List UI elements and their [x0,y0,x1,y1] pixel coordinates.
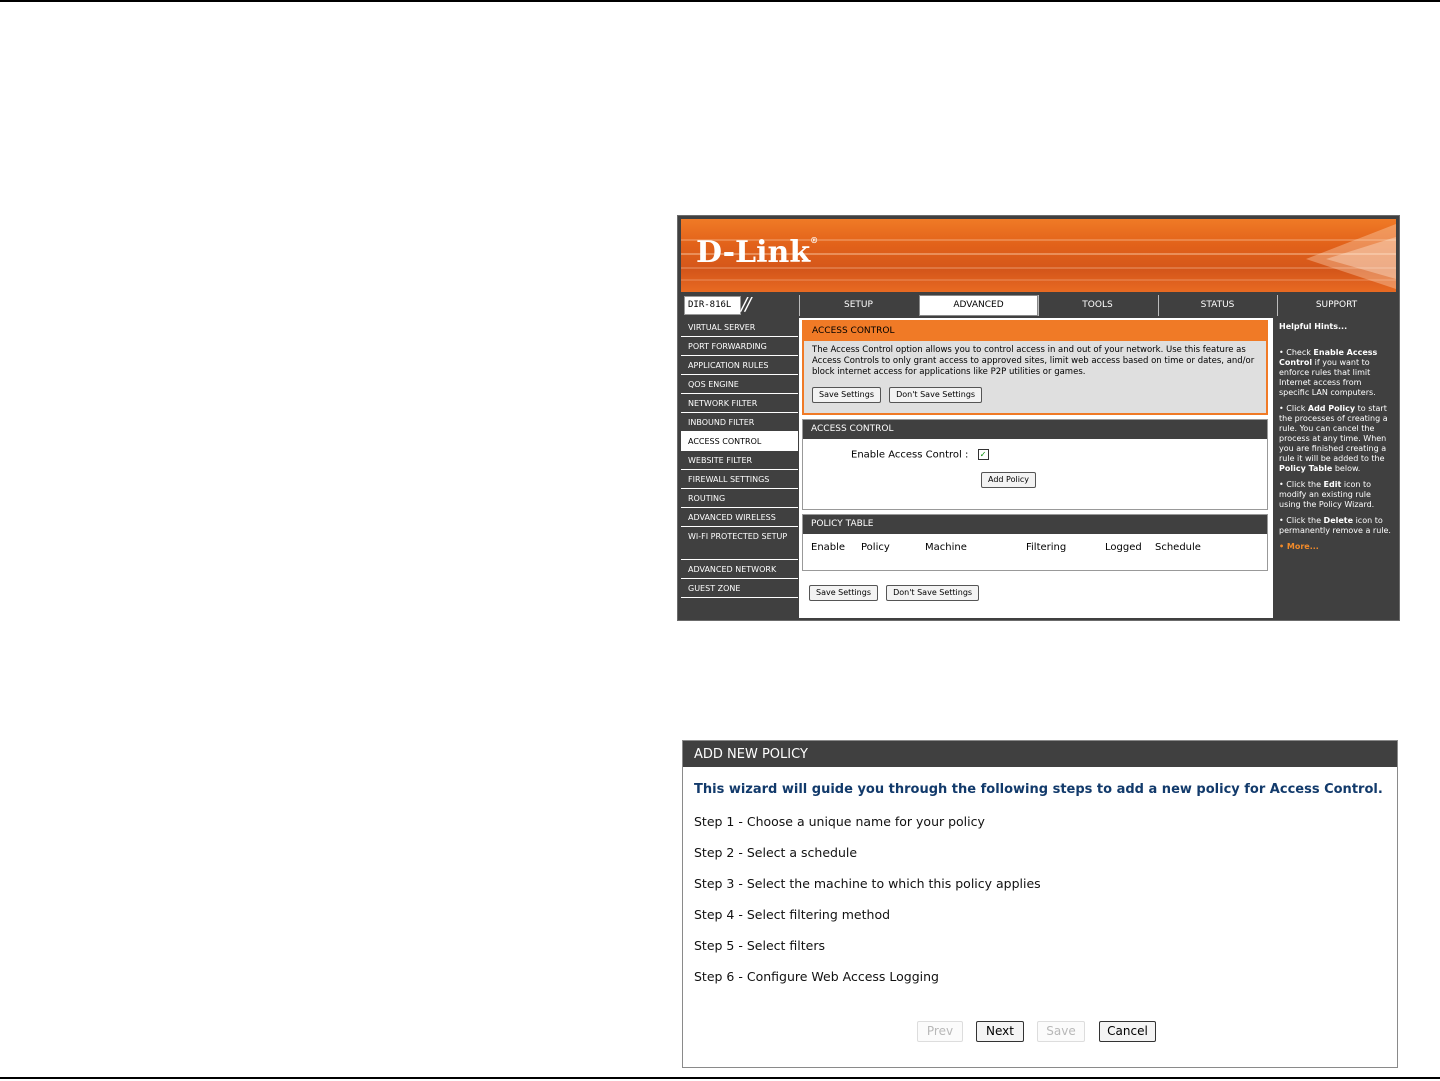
bottom-save-settings-button[interactable]: Save Settings [809,585,878,601]
wizard-step-4: Step 4 - Select filtering method [694,907,891,922]
sidebar-item-inbound-filter[interactable]: INBOUND FILTER [681,413,798,432]
intro-section [802,320,1268,415]
wizard-title: ADD NEW POLICY [683,741,1397,767]
dlink-banner [681,219,1396,292]
dont-save-settings-button[interactable]: Don't Save Settings [889,387,982,403]
sidebar-item-wifi-protected-setup[interactable]: WI-FI PROTECTED SETUP [681,527,798,560]
enable-access-control-checkbox[interactable]: ✓ [978,449,989,460]
top-rule [0,0,1440,2]
hint-delete: • Click the Delete icon to permanently remove a rule. [1279,516,1391,535]
sidebar-item-virtual-server[interactable]: VIRTUAL SERVER [681,318,798,337]
sidebar-item-application-rules[interactable]: APPLICATION RULES [681,356,798,375]
helpful-hints-panel [1275,318,1396,618]
intro-section-title: ACCESS CONTROL [804,322,1266,341]
sidebar-item-routing[interactable]: ROUTING [681,489,798,508]
access-control-section-title: ACCESS CONTROL [803,420,1267,439]
access-control-section [802,419,1268,510]
bottom-dont-save-settings-button[interactable]: Don't Save Settings [886,585,979,601]
col-logged: Logged [1105,542,1142,553]
banner-swoosh-icon [1306,219,1396,292]
sidebar-item-website-filter[interactable]: WEBSITE FILTER [681,451,798,470]
wizard-step-2: Step 2 - Select a schedule [694,845,858,860]
top-tab-bar [681,294,1396,317]
hint-enable: • Check Enable Access Control if you want to enforce rules that limit Internet access from specific LAN computers. [1279,348,1378,397]
router-screenshot [677,215,1400,621]
sidebar-item-firewall-settings[interactable]: FIREWALL SETTINGS [681,470,798,489]
policy-table-section [802,514,1268,571]
sidebar-item-access-control[interactable]: ACCESS CONTROL [681,432,798,451]
wizard-step-6: Step 6 - Configure Web Access Logging [694,969,939,984]
sidebar [681,318,798,618]
model-label: DIR-816L [684,296,741,315]
prev-button[interactable]: Prev [917,1021,963,1042]
sidebar-item-qos-engine[interactable]: QOS ENGINE [681,375,798,394]
add-policy-wizard [682,740,1398,1068]
intro-description: The Access Control option allows you to control access in and out of your network. Use this feature as Access Controls to only grant access to approved sites, limit web access based on time or dates, and/or block internet access for applications like P2P utilities or games. [812,345,1255,377]
tab-advanced[interactable]: ADVANCED [919,295,1038,316]
sidebar-item-guest-zone[interactable]: GUEST ZONE [681,579,798,598]
col-filtering: Filtering [1026,542,1067,553]
col-schedule: Schedule [1155,542,1201,553]
tab-status[interactable]: STATUS [1158,295,1276,316]
cancel-button[interactable]: Cancel [1099,1021,1156,1042]
policy-table-title: POLICY TABLE [803,515,1267,534]
tab-tools[interactable]: TOOLS [1038,295,1156,316]
col-machine: Machine [925,542,967,553]
bottom-rule [0,1077,1440,1079]
col-enable: Enable [811,542,846,553]
hints-more-link[interactable]: • More... [1279,542,1319,551]
wizard-step-3: Step 3 - Select the machine to which this policy applies [694,876,1041,891]
wizard-step-1: Step 1 - Choose a unique name for your policy [694,814,985,829]
enable-access-control-label: Enable Access Control : [851,449,969,461]
hints-title: Helpful Hints... [1279,322,1348,331]
add-policy-button[interactable]: Add Policy [981,472,1036,488]
main-content [799,318,1273,618]
sidebar-item-advanced-wireless[interactable]: ADVANCED WIRELESS [681,508,798,527]
sidebar-item-advanced-network[interactable]: ADVANCED NETWORK [681,560,798,579]
save-button[interactable]: Save [1037,1021,1085,1042]
slashes-decoration: // [741,294,750,315]
tab-setup[interactable]: SETUP [799,295,917,316]
sidebar-item-network-filter[interactable]: NETWORK FILTER [681,394,798,413]
wizard-step-5: Step 5 - Select filters [694,938,825,953]
dlink-logo: D-Link® [696,235,819,270]
hint-edit: • Click the Edit icon to modify an existing rule using the Policy Wizard. [1279,480,1375,509]
wizard-intro: This wizard will guide you through the following steps to add a new policy for Access Control. [694,782,1383,797]
next-button[interactable]: Next [976,1021,1024,1042]
save-settings-button[interactable]: Save Settings [812,387,881,403]
col-policy: Policy [861,542,890,553]
hint-add-policy: • Click Add Policy to start the processes of creating a rule. You can cancel the process at any time. When you are finished creating a rule it will be added to the Policy Table below. [1279,404,1388,473]
enable-access-control-row [851,449,989,461]
tab-support[interactable]: SUPPORT [1277,295,1395,316]
sidebar-item-port-forwarding[interactable]: PORT FORWARDING [681,337,798,356]
